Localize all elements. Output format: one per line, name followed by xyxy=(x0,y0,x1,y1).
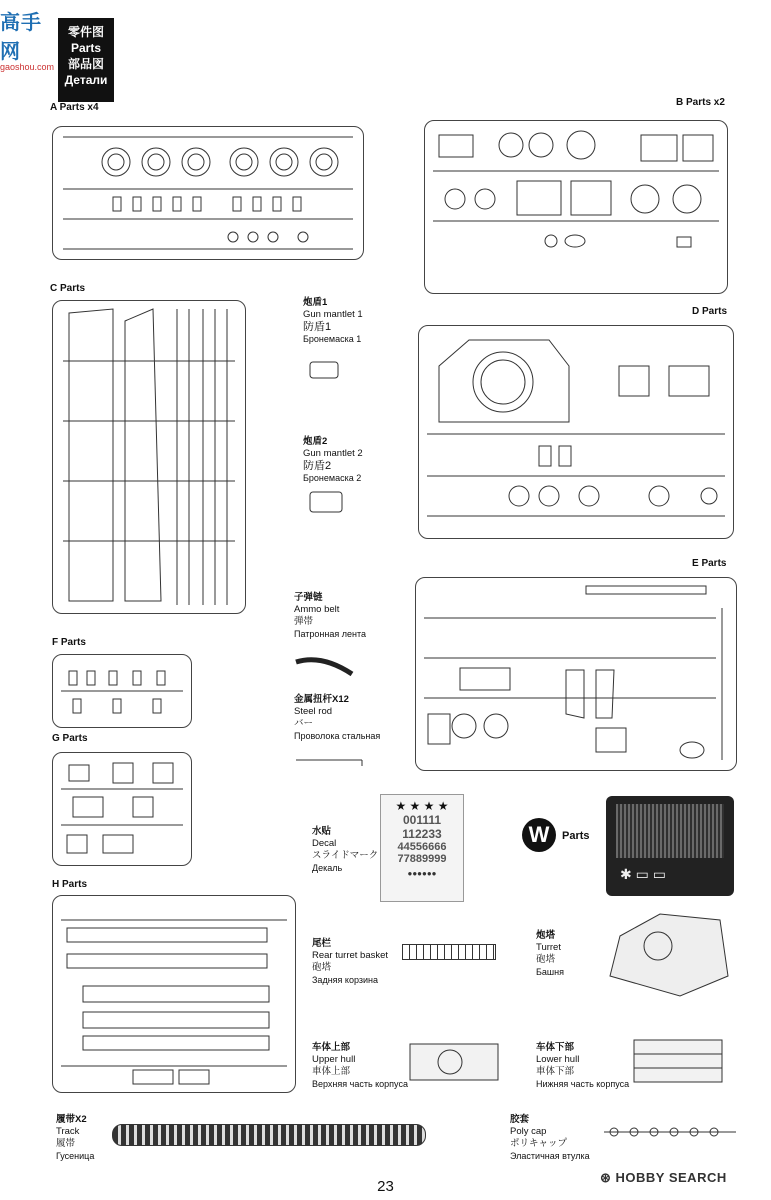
steel-rod-label xyxy=(294,694,380,742)
sprue-a-drawing xyxy=(53,127,363,259)
hobby-logo-icon: ⊛ xyxy=(600,1170,616,1185)
mantlet2-zh: 炮盾2 xyxy=(303,436,328,447)
rear-basket-drawing xyxy=(402,944,496,960)
decal-label xyxy=(312,826,378,874)
upper-en: Upper hull xyxy=(312,1054,356,1065)
watermark-title: 高手网 xyxy=(0,12,42,63)
poly-ru: Эластичная втулка xyxy=(510,1151,590,1161)
turret-label xyxy=(536,930,564,978)
sprue-g xyxy=(52,752,192,866)
sprue-h xyxy=(52,895,296,1093)
decal-row4: 77889999 xyxy=(397,853,447,865)
ammo-belt-drawing xyxy=(292,652,362,680)
header-ru: Детали xyxy=(64,73,108,87)
upper-ru: Верхняя часть корпуса xyxy=(312,1079,408,1089)
decal-dots: ●●●●●● xyxy=(407,869,437,878)
photo-etch-mesh xyxy=(616,804,724,858)
watermark-url: gaoshou.com xyxy=(0,62,55,72)
track-zh: 履带X2 xyxy=(56,1114,87,1125)
poly-ja: ポリキャップ xyxy=(510,1138,568,1149)
sprue-h-label: H Parts xyxy=(52,879,88,890)
lower-ja: 車体下部 xyxy=(536,1066,575,1077)
track-ja: 履帯 xyxy=(56,1138,76,1149)
rod-ru: Проволока стальная xyxy=(294,731,381,741)
mantlet2-en: Gun mantlet 2 xyxy=(303,448,363,459)
gun-mantlet-2-label xyxy=(303,436,363,484)
decal-row1: 001111 xyxy=(402,813,442,827)
decal-row3: 44556666 xyxy=(397,841,447,853)
photo-etch-detail: ✱ ▭ ▭ xyxy=(620,866,666,882)
sprue-b-label: B Parts x2 xyxy=(676,97,725,108)
decal-zh: 水贴 xyxy=(312,826,332,837)
sprue-e-label: E Parts xyxy=(692,558,727,569)
sprue-w-label: Parts xyxy=(562,830,590,842)
mantlet1-en: Gun mantlet 1 xyxy=(303,309,363,320)
sprue-d-label: D Parts xyxy=(692,306,728,317)
upper-ja: 車体上部 xyxy=(312,1066,351,1077)
sprue-a-label: A Parts x4 xyxy=(50,102,99,113)
mantlet2-ru: Бронемаска 2 xyxy=(303,473,362,483)
steel-rod-drawing xyxy=(292,756,372,768)
mantlet1-ru: Бронемаска 1 xyxy=(303,334,362,344)
track-label xyxy=(56,1114,94,1162)
sprue-a xyxy=(52,126,364,260)
basket-ru: Задняя корзина xyxy=(312,975,378,985)
sprue-f-label: F Parts xyxy=(52,637,86,648)
sprue-d-drawing xyxy=(419,326,733,538)
rod-en: Steel rod xyxy=(294,706,333,717)
sprue-g-drawing xyxy=(53,753,191,865)
poly-cap-label xyxy=(510,1114,590,1162)
decal-row2: 112233 xyxy=(402,827,442,841)
upper-hull-label xyxy=(312,1042,408,1090)
sprue-b xyxy=(424,120,728,294)
track-en: Track xyxy=(56,1126,80,1137)
decal-ja: スライドマーク xyxy=(312,850,379,861)
sprue-b-drawing xyxy=(425,121,727,293)
sprue-c-label: C Parts xyxy=(50,283,86,294)
sprue-e-drawing xyxy=(416,578,736,770)
hobby-search-credit xyxy=(600,1170,727,1186)
sprue-h-drawing xyxy=(53,896,295,1092)
turret-ru: Башня xyxy=(536,967,564,977)
track-ru: Гусеница xyxy=(56,1151,95,1161)
basket-ja: 砲塔 xyxy=(312,962,332,973)
credit-text: HOBBY SEARCH xyxy=(615,1170,727,1185)
upper-zh: 车体上部 xyxy=(312,1042,351,1053)
photo-etch-sheet xyxy=(606,796,734,896)
mantlet1-ja: 防盾1 xyxy=(303,321,332,333)
ammo-zh: 子弹链 xyxy=(294,592,323,603)
sprue-c xyxy=(52,300,246,614)
ammo-belt-label xyxy=(294,592,366,640)
upper-hull-drawing xyxy=(404,1036,504,1086)
rear-basket-label xyxy=(312,938,388,986)
site-watermark xyxy=(0,6,62,72)
w-badge: W xyxy=(522,818,556,852)
lower-zh: 车体下部 xyxy=(536,1042,575,1053)
poly-cap-drawing xyxy=(600,1112,740,1156)
mantlet1-zh: 炮盾1 xyxy=(303,297,328,308)
basket-en: Rear turret basket xyxy=(312,950,389,961)
rod-ja: バー xyxy=(294,718,314,729)
lower-hull-drawing xyxy=(628,1034,728,1088)
gun-mantlet-1-label xyxy=(303,297,363,345)
lower-en: Lower hull xyxy=(536,1054,580,1065)
turret-drawing xyxy=(600,906,734,1002)
header-ja: 部品図 xyxy=(67,57,104,71)
sprue-f xyxy=(52,654,192,728)
sprue-c-drawing xyxy=(53,301,245,613)
decal-sheet xyxy=(380,794,464,902)
lower-hull-label xyxy=(536,1042,629,1090)
track-drawing xyxy=(112,1124,426,1146)
ammo-en: Ammo belt xyxy=(294,604,340,615)
gun-mantlet-1-drawing xyxy=(306,358,342,382)
decal-en: Decal xyxy=(312,838,337,849)
gun-mantlet-2-drawing xyxy=(306,488,346,516)
ammo-ja: 弾帯 xyxy=(294,616,314,627)
turret-zh: 炮塔 xyxy=(536,930,556,941)
poly-en: Poly cap xyxy=(510,1126,547,1137)
decal-ru: Декаль xyxy=(312,863,343,873)
sprue-d xyxy=(418,325,734,539)
sprue-g-label: G Parts xyxy=(52,733,88,744)
sprue-f-drawing xyxy=(53,655,191,727)
page-number: 23 xyxy=(377,1178,394,1195)
ammo-ru: Патронная лента xyxy=(294,629,366,639)
parts-header xyxy=(58,18,114,102)
header-en: Parts xyxy=(70,41,102,55)
poly-zh: 胶套 xyxy=(510,1114,530,1125)
basket-zh: 尾栏 xyxy=(312,938,332,949)
mantlet2-ja: 防盾2 xyxy=(303,460,332,472)
turret-ja: 砲塔 xyxy=(536,954,556,965)
rod-zh: 金属扭杆X12 xyxy=(294,694,349,705)
turret-en: Turret xyxy=(536,942,561,953)
sprue-e xyxy=(415,577,737,771)
decal-stars: ★ ★ ★ ★ xyxy=(395,799,449,813)
lower-ru: Нижняя часть корпуса xyxy=(536,1079,630,1089)
header-zh: 零件图 xyxy=(67,25,104,39)
